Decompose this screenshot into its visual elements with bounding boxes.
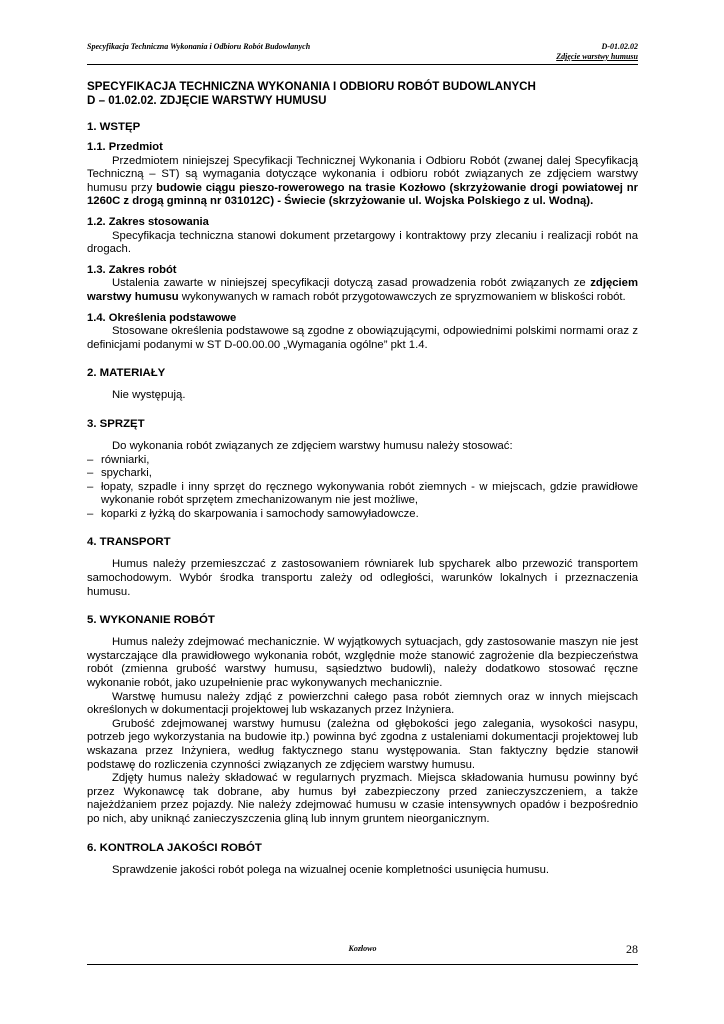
footer-divider	[87, 964, 638, 965]
section-3-intro: Do wykonania robót związanych ze zdjęciem warstwy humusu należy stosować:	[112, 439, 513, 452]
section-2-heading: 2. MATERIAŁY	[87, 367, 166, 380]
page-number: 28	[626, 942, 638, 956]
section-1-1-text: Przedmiotem niniejszej Specyfikacji Technicznej Wykonania i Odbioru Robót (zwanej dalej Specyfikacją Techniczną – ST) są wymagania dotyczące wykonania i odbioru robót związanych ze zdjęciem warstwy humusu przy budowie ciągu pieszo-rowerowego na trasie Kozłowo (skrzyżowanie drogi powiatowej nr 1260C z drogą gminną nr 031012C) - Świecie (skrzyżowanie ul. Wojska Polskiego z ul. Wodną).	[87, 154, 638, 208]
section-4-heading: 4. TRANSPORT	[87, 536, 171, 549]
list-item: – równiarki,	[87, 454, 638, 468]
section-6-heading: 6. KONTROLA JAKOŚCI ROBÓT	[87, 841, 262, 854]
header-doc-title: Specyfikacja Techniczna Wykonania i Odbioru Robót Budowlanych	[87, 42, 311, 51]
section-1-2-text: Specyfikacja techniczna stanowi dokument przetargowy i kontraktowy przy zlecaniu i realizacji robót na drogach.	[87, 229, 638, 256]
section-5-paragraph: Grubość zdejmowanej warstwy humusu (zależna od głębokości jego zalegania, wysokości nasypu, potrzeb jego wykorzystania na budowie itp.) powinna być zgodna z ustaleniami dokumentacji projektowej lub wskazana przez Inżyniera, według faktycznego stanu występowania. Stan faktyczny będzie stanowił podstawę do rozliczenia czynności związanych ze zdjęciem warstwy humusu.	[87, 717, 638, 771]
header-code: D-01.02.02	[601, 42, 638, 51]
section-5-paragraph: Zdjęty humus należy składować w regularnych pryzmach. Miejsca składowania humusu powinny być przez Wykonawcę tak dobrane, aby humus był zabezpieczony przed zanieczyszczeniem, a także najeżdżaniem przez pojazdy. Nie należy zdejmować humusu w czasie intensywnych opadów i bezpośrednio po nich, aby uniknąć zanieczyszczenia gliną lub innym gruntem nieorganicznym.	[87, 772, 638, 825]
document-title	[87, 80, 638, 108]
section-1-3-heading: 1.3. Zakres robót	[87, 263, 177, 276]
header-divider	[87, 64, 638, 65]
header-right	[556, 42, 638, 62]
section-1-heading: 1. WSTĘP	[87, 121, 141, 133]
footer-location: Kozłowo	[348, 944, 377, 953]
section-5-paragraph: Humus należy zdejmować mechanicznie. W wyjątkowych sytuacjach, gdy zastosowanie maszyn nie jest wystarczające dla prawidłowego wykonania robót, względnie może stanowić zagrożenie dla bezpieczeństwa robót (zmienna grubość warstwy humusu, sąsiedztwo budowli), należy dodatkowo stosować ręczne wykonanie robót, jako uzupełnienie prac wykonywanych mechanicznie.	[87, 636, 638, 690]
list-item: – łopaty, szpadle i inny sprzęt do ręcznego wykonywania robót ziemnych - w miejscach, gdzie prawidłowe wykonanie robót sprzętem zmechanizowanym nie jest możliwe,	[87, 481, 638, 508]
section-1-4-text: Stosowane określenia podstawowe są zgodne z obowiązującymi, odpowiednimi polskimi normami oraz z definicjami podanymi w ST D-00.00.00 „Wymagania ogólne” pkt 1.4.	[87, 325, 638, 351]
title-line-2: D – 01.02.02. ZDJĘCIE WARSTWY HUMUSU	[87, 94, 327, 107]
document-body	[87, 80, 638, 877]
list-item: – spycharki,	[87, 467, 638, 481]
title-line-1: SPECYFIKACJA TECHNICZNA WYKONANIA I ODBIORU ROBÓT BUDOWLANYCH	[87, 80, 536, 93]
section-5-paragraph: Warstwę humusu należy zdjąć z powierzchni całego pasa robót ziemnych oraz w innych miejscach określonych w dokumentacji projektowej lub wskazanych przez Inżyniera.	[87, 690, 638, 717]
section-6-text: Sprawdzenie jakości robót polega na wizualnej ocenie kompletności usunięcia humusu.	[112, 863, 550, 876]
section-2-text: Nie występują.	[112, 389, 186, 402]
section-3-heading: 3. SPRZĘT	[87, 417, 145, 430]
section-1-2-heading: 1.2. Zakres stosowania	[87, 215, 209, 228]
section-1-4-heading: 1.4. Określenia podstawowe	[87, 311, 237, 324]
header-subtitle: Zdjęcie warstwy humusu	[556, 52, 638, 61]
section-1-3-text: Ustalenia zawarte w niniejszej specyfikacji dotyczą zasad prowadzenia robót związanych ze zdjęciem warstwy humusu wykonywanych w ramach robót przygotowawczych ze spryzmowaniem w bliskości robót.	[87, 277, 638, 303]
equipment-list	[87, 454, 638, 522]
list-item: – koparki z łyżką do skarpowania i samochody samowyładowcze.	[87, 508, 638, 522]
section-4-text: Humus należy przemieszczać z zastosowaniem równiarek lub spycharek albo przewozić transportem samochodowym. Wybór środka transportu zależy od odległości, warunków lokalnych i przeznaczenia humusu.	[87, 558, 638, 598]
section-1-1-heading: 1.1. Przedmiot	[87, 141, 163, 153]
section-5-heading: 5. WYKONANIE ROBÓT	[87, 614, 215, 627]
